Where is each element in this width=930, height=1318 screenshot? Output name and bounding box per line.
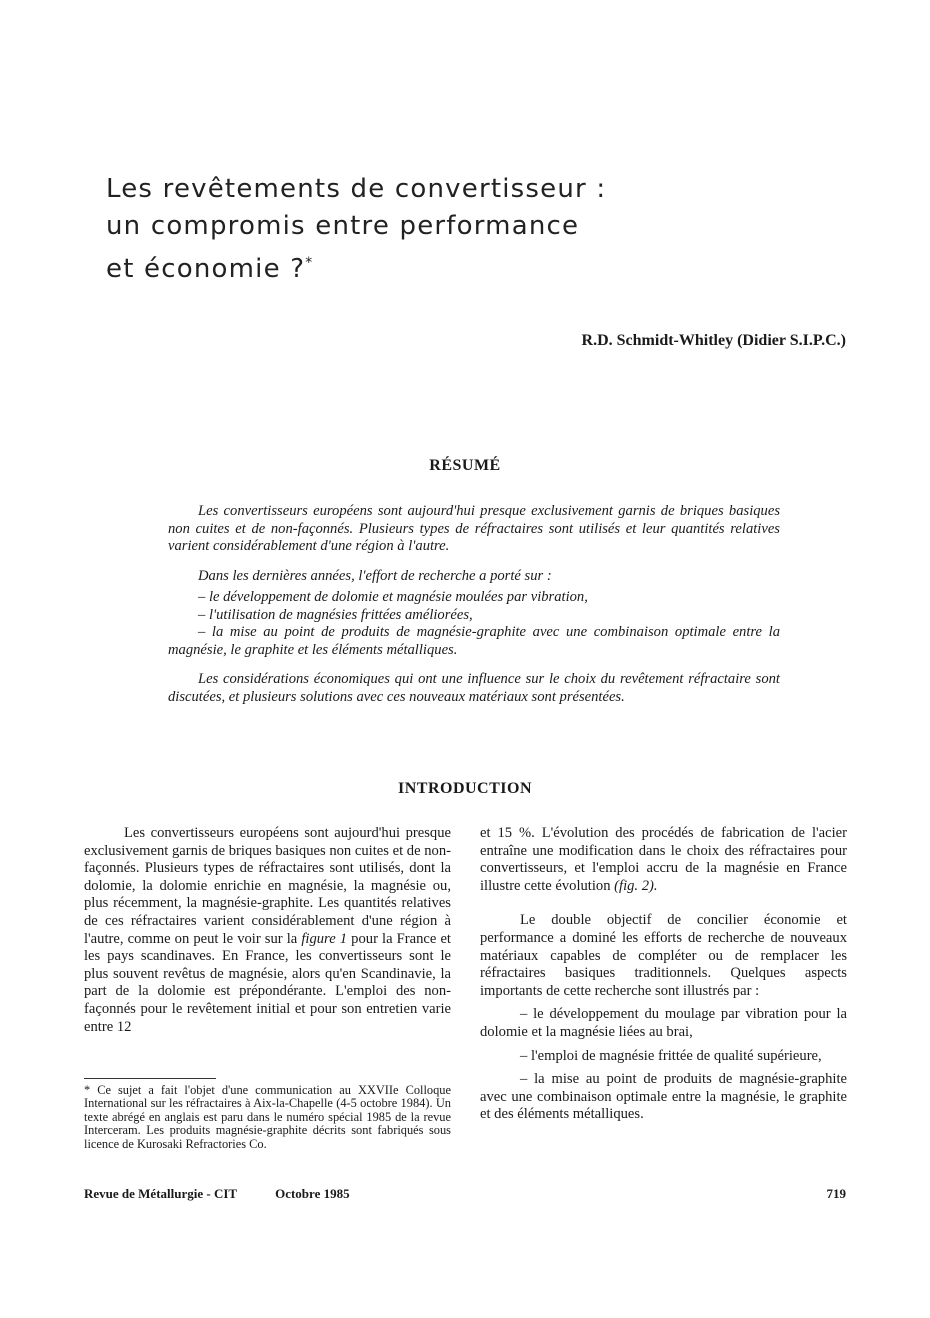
intro-left-paragraph — [84, 825, 451, 1036]
author-line: R.D. Schmidt-Whitley (Didier S.I.P.C.) — [581, 332, 846, 349]
abstract-item-1: – le développement de dolomie et magnésie moulées par vibration, — [198, 589, 588, 605]
intro-right-text-a: et 15 %. L'évolution des procédés de fabrication de l'acier entraîne une modification dans le choix des réfractaires pour convertisseurs, et l'emploi accru de la magnésie en France illustre cette évolution — [480, 825, 847, 894]
footer-date: Octobre 1985 — [275, 1186, 350, 1201]
left-column — [84, 825, 451, 1036]
right-column — [480, 825, 847, 1124]
page-number: 719 — [826, 1186, 846, 1201]
footer-journal-info — [84, 1186, 350, 1202]
figure-2-reference: (fig. 2). — [614, 877, 658, 894]
title-line-3-text: et économie ? — [106, 254, 306, 284]
abstract-para-2: Dans les dernières années, l'effort de recherche a porté sur : — [198, 567, 552, 584]
abstract-item-3: – la mise au point de produits de magnésie-graphite avec une combinaison optimale entre la magnésie, le graphite et les éléments métalliques. — [168, 624, 780, 658]
intro-right-item-3: – la mise au point de produits de magnésie-graphite avec une combinaison optimale entre la magnésie, le graphite et des éléments métalliques. — [480, 1071, 847, 1123]
intro-left-text-a: Les convertisseurs européens sont aujourd'hui presque exclusivement garnis de briques basiques non cuites et de non-façonnés. Plusieurs types de réfractaires sont utilisés, dont la dolomie, la dolomie enrichie en magnésie, la magnésie ou, plus récemment, la magnésie-graphite. Les quantités relatives de ces réfractaires varient considérablement d'une région à l'autre, comme on peut le voir sur la — [84, 825, 451, 947]
title-line-1: Les revêtements de convertisseur : — [106, 174, 607, 204]
abstract — [168, 503, 780, 706]
footer-journal: Revue de Métallurgie - CIT — [84, 1186, 238, 1201]
intro-right-item-2: – l'emploi de magnésie frittée de qualité supérieure, — [520, 1047, 822, 1064]
footnote-divider — [84, 1078, 216, 1079]
intro-right-item-1: – le développement du moulage par vibration pour la dolomie et la magnésie liées au brai, — [480, 1006, 847, 1040]
title-footnote-marker: * — [305, 255, 314, 271]
title-line-3 — [106, 245, 746, 288]
intro-right-paragraph-2: Le double objectif de concilier économie et performance a dominé les efforts de recherche de nouveaux matériaux capables de compléter ou de remplacer les réfractaires basiques traditionnels. Quelques aspects importants de cette recherche sont illustrés par : — [480, 912, 847, 999]
title-line-2: un compromis entre performance — [106, 211, 580, 241]
abstract-para-1: Les convertisseurs européens sont aujourd'hui presque exclusivement garnis de briques basiques non cuites et de non-façonnés. Plusieurs types de réfractaires sont utilisés et leur quantités relatives varient considérablement d'une région à l'autre. — [168, 503, 780, 554]
abstract-item-2: – l'utilisation de magnésies frittées améliorées, — [198, 606, 473, 623]
intro-left-text-b: pour la France et les pays scandinaves. En France, les convertisseurs sont le plus souvent revêtus de magnésie, alors qu'en Scandinavie, la part de la dolomie est prépondérante. L'emploi des non-façonnés pour le revêtement initial et pour son entretien varie entre 12 — [84, 930, 451, 1035]
footnote: * Ce sujet a fait l'objet d'une communication au XXVIIe Colloque International sur les réfractaires à Aix-la-Chapelle (4-5 octobre 1984). Un texte abrégé en anglais est paru dans le numéro spécial 1985 de la revue Interceram. Les produits magnésie-graphite décrits sont fabriqués sous licence de Kurosaki Refractories Co. — [84, 1083, 451, 1151]
intro-right-paragraph-1 — [480, 825, 847, 895]
article-title — [106, 171, 746, 288]
resume-heading: RÉSUMÉ — [429, 457, 501, 474]
abstract-para-3: Les considérations économiques qui ont une influence sur le choix du revêtement réfractaire sont discutées, et plusieurs solutions avec ces nouveaux matériaux sont présentées. — [168, 671, 780, 705]
figure-1-reference: figure 1 — [301, 930, 348, 947]
introduction-heading: INTRODUCTION — [397, 780, 532, 797]
